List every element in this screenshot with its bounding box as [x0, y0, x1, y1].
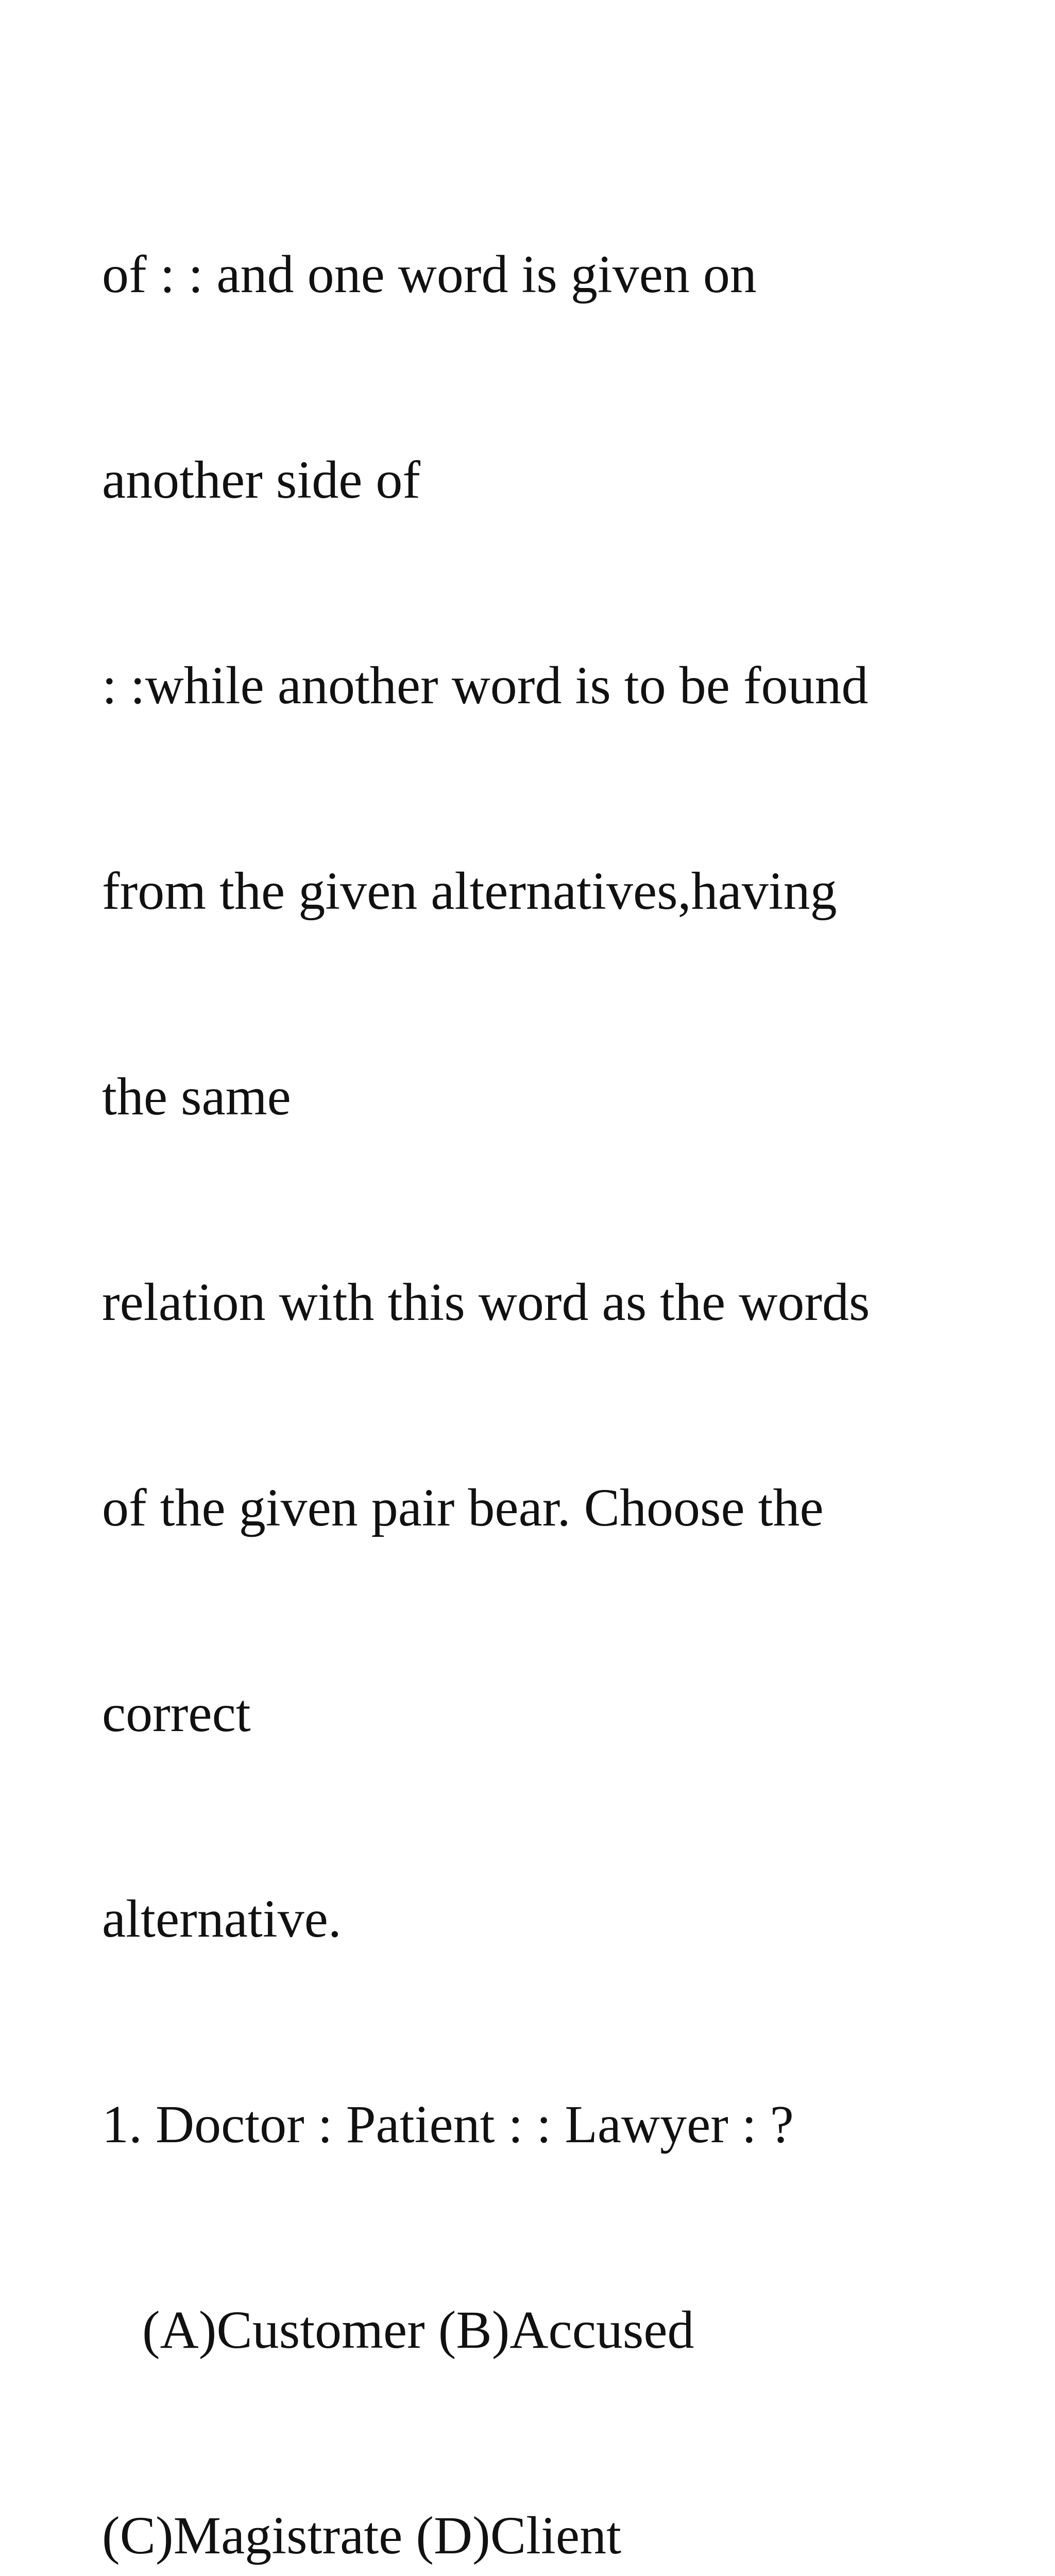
- question-1: 1. Doctor : Patient : : Lawyer : ?: [102, 2095, 794, 2154]
- text-line: from the given alternatives,having: [102, 861, 837, 921]
- text-line: of the given pair bear. Choose the: [102, 1478, 824, 1537]
- document-text: [102, 103, 1029, 2576]
- question-1-options: (C)Magistrate (D)Client: [102, 2506, 621, 2565]
- text-line: alternative.: [102, 1889, 342, 1948]
- text-line: another side of: [102, 450, 421, 510]
- text-line: the same: [102, 1067, 291, 1126]
- text-line: correct: [102, 1684, 251, 1743]
- text-line: : :while another word is to be found: [102, 656, 869, 715]
- text-line: of : : and one word is given on: [102, 245, 757, 304]
- text-line: relation with this word as the words: [102, 1273, 870, 1332]
- question-1-options: (A)Customer (B)Accused: [102, 2300, 694, 2360]
